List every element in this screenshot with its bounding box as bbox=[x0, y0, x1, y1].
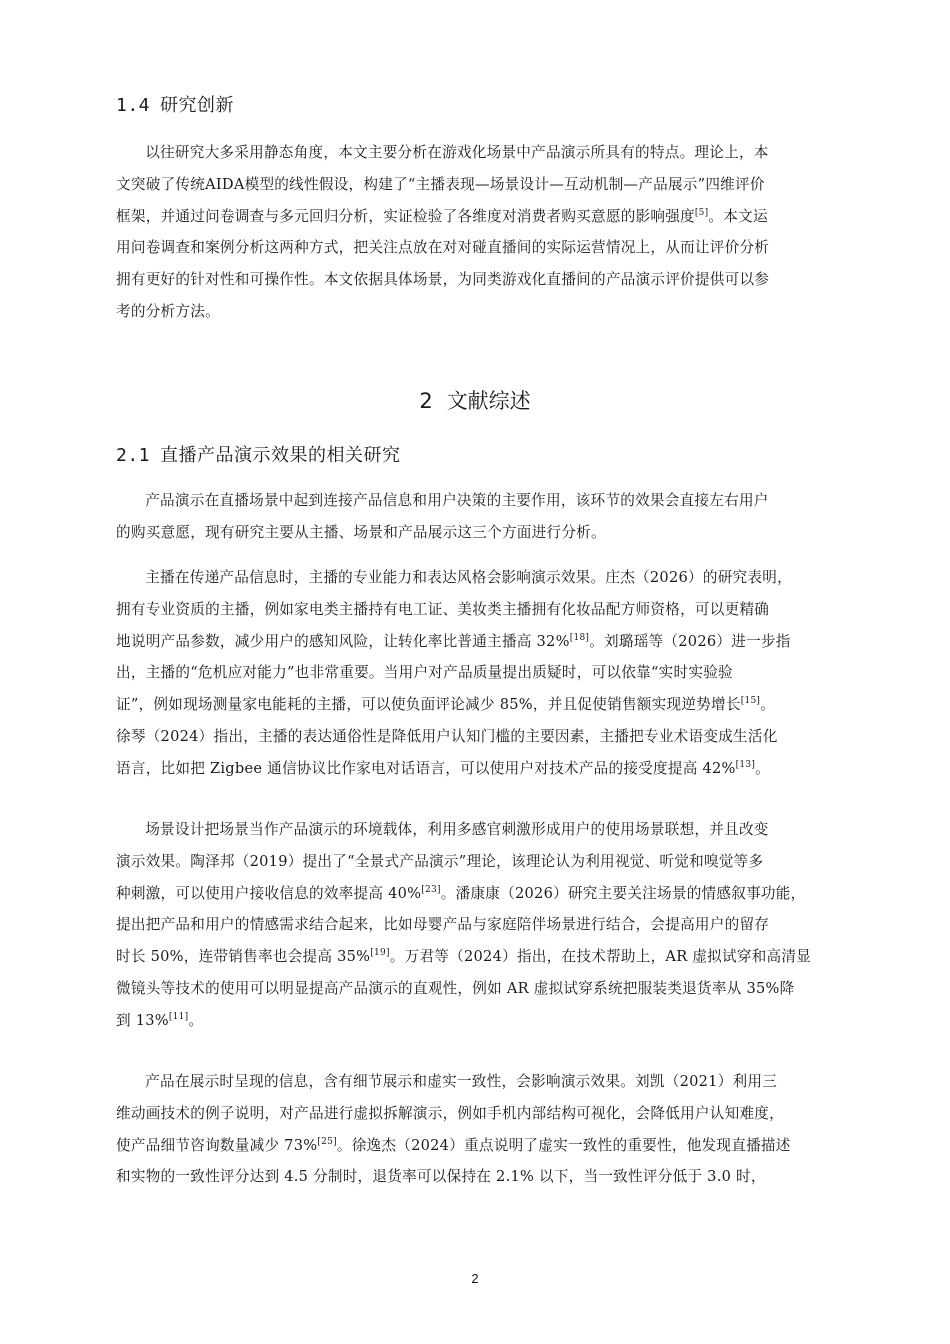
section-heading-1-4: 1.4 研究创新 bbox=[116, 95, 235, 116]
text-line: 演示效果。陶泽邦（2019）提出了“全景式产品演示”理论，该理论认为利用视觉、听觉和嗅觉等多 bbox=[116, 852, 764, 870]
citation: [15] bbox=[740, 696, 761, 707]
paragraph-anchor bbox=[116, 562, 858, 785]
text-line: 出，主播的“危机应对能力”也非常重要。当用户对产品质量提出质疑时，可以依靠“实时实验验 bbox=[116, 664, 733, 682]
section-heading-2-1: 2.1 直播产品演示效果的相关研究 bbox=[116, 445, 401, 466]
citation: [18] bbox=[569, 632, 590, 643]
text-line: 主播在传递产品信息时，主播的专业能力和表达风格会影响演示效果。庄杰（2026）的研究表明， bbox=[145, 569, 792, 586]
citation: [13] bbox=[735, 759, 756, 770]
text-line: 产品演示在直播场景中起到连接产品信息和用户决策的主要作用，该环节的效果会直接左右用户 bbox=[145, 492, 769, 509]
text-line: 框架，并通过问卷调查与多元回归分析，实证检验了各维度对消费者购买意愿的影响强度[5]。本文运 bbox=[116, 207, 768, 225]
text-line: 证”，例如现场测量家电能耗的主播，可以使负面评论减少 85%，并且促使销售额实现逆势增长[15]。 bbox=[116, 696, 776, 714]
page-number: 2 bbox=[471, 1271, 479, 1286]
paragraph-research-innovation bbox=[116, 137, 858, 328]
text-line: 用问卷调查和案例分析这两种方式，把关注点放在对对碰直播间的实际运营情况上，从而让评价分析 bbox=[116, 239, 770, 257]
text-line: 产品在展示时呈现的信息，含有细节展示和虚实一致性，会影响演示效果。刘凯（2021）利用三 bbox=[145, 1073, 778, 1090]
citation: [5] bbox=[694, 207, 709, 218]
text-line: 时长 50%，连带销售率也会提高 35%[19]。万君等（2024）指出，在技术帮助上，AR 虚拟试穿和高清显 bbox=[116, 948, 812, 966]
citation: [11] bbox=[168, 1011, 189, 1022]
text-line: 和实物的一致性评分达到 4.5 分制时，退货率可以保持在 2.1% 以下，当一致性评分低于 3.0 时， bbox=[116, 1168, 766, 1186]
paragraph-scene bbox=[116, 814, 858, 1037]
text-line: 提出把产品和用户的情感需求结合起来，比如母婴产品与家庭陪伴场景进行结合，会提高用户的留存 bbox=[116, 916, 770, 934]
text-line: 场景设计把场景当作产品演示的环境载体，利用多感官刺激形成用户的使用场景联想，并且改变 bbox=[145, 821, 769, 838]
text-line: 的购买意愿，现有研究主要从主播、场景和产品展示这三个方面进行分析。 bbox=[116, 523, 606, 541]
citation: [25] bbox=[317, 1136, 337, 1147]
text-line: 地说明产品参数，减少用户的感知风险，让转化率比普通主播高 32%[18]。刘璐瑶等（2026）进一步指 bbox=[116, 632, 791, 650]
text-line: 种刺激，可以使用户接收信息的效率提高 40%[23]。潘康康（2026）研究主要关注场景的情感叙事功能， bbox=[116, 884, 806, 902]
paragraph-intro bbox=[116, 485, 858, 549]
text-line: 到 13%[11]。 bbox=[116, 1011, 204, 1029]
text-line: 语言，比如把 Zigbee 通信协议比作家电对话语言，可以使用户对技术产品的接受度提高 42%[13]。 bbox=[116, 759, 770, 777]
paragraph-product-display bbox=[116, 1066, 858, 1193]
text-line: 考的分析方法。 bbox=[116, 302, 220, 320]
text-line: 维动画技术的例子说明，对产品进行虚拟拆解演示，例如手机内部结构可视化，会降低用户认知难度， bbox=[116, 1104, 784, 1122]
text-line: 拥有更好的针对性和可操作性。本文依据具体场景，为同类游戏化直播间的产品演示评价提供可以参 bbox=[116, 271, 770, 289]
citation: [23] bbox=[421, 884, 441, 895]
chapter-heading-2: 2 文献综述 bbox=[419, 389, 531, 413]
citation: [19] bbox=[370, 948, 390, 959]
text-line: 微镜头等技术的使用可以明显提高产品演示的直观性，例如 AR 虚拟试穿系统把服装类退货率从 35%降 bbox=[116, 979, 795, 997]
text-line: 使产品细节咨询数量减少 73%[25]。徐逸杰（2024）重点说明了虚实一致性的重要性，他发现直播描述 bbox=[116, 1136, 791, 1154]
text-line: 以往研究大多采用静态角度，本文主要分析在游戏化场景中产品演示所具有的特点。理论上，本 bbox=[145, 144, 769, 161]
text-line: 拥有专业资质的主播，例如家电类主播持有电工证、美妆类主播拥有化妆品配方师资格，可以更精确 bbox=[116, 600, 770, 618]
text-line: 文突破了传统AIDA模型的线性假设，构建了“主播表现—场景设计—互动机制—产品展示”四维评价 bbox=[116, 175, 765, 193]
text-line: 徐琴（2024）指出，主播的表达通俗性是降低用户认知门槛的主要因素，主播把专业术语变成生活化 bbox=[116, 727, 778, 745]
